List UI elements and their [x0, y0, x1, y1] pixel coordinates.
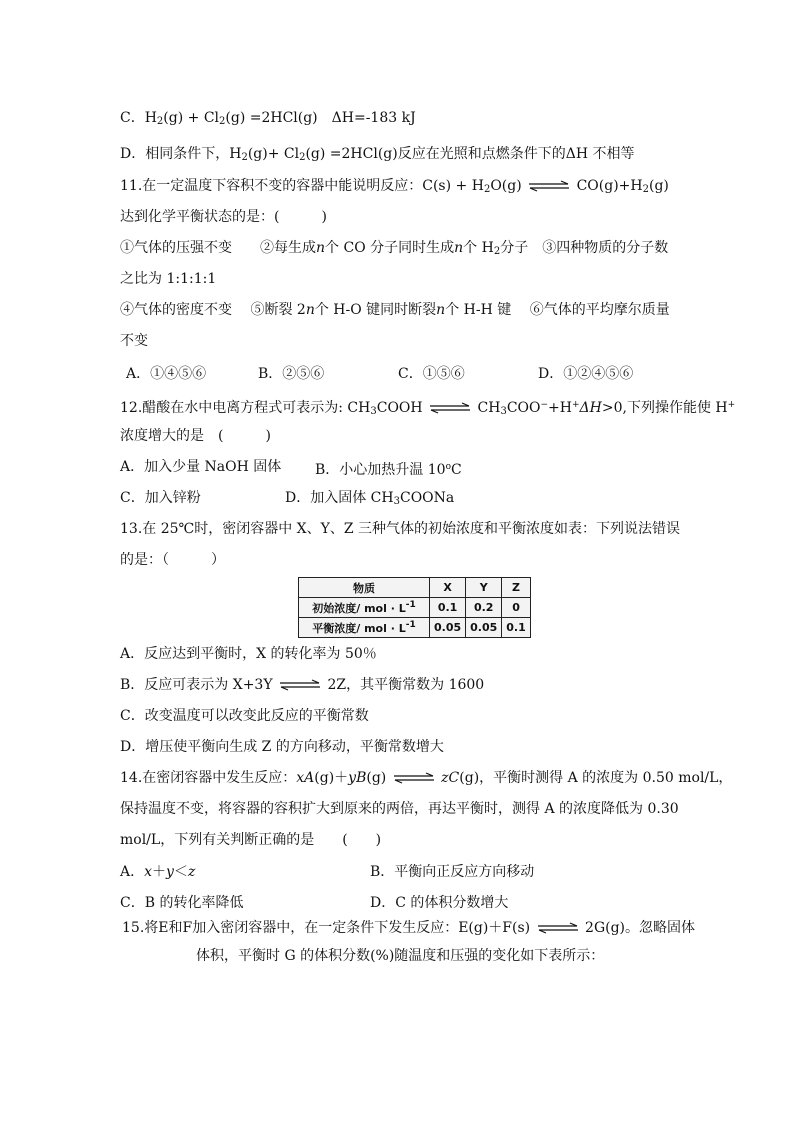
q11-option-d[interactable]: D．①②④⑤⑥: [538, 366, 634, 382]
q14-stem-line3: mol/L，下列有关判断正确的是 ( ): [120, 832, 382, 848]
option-c-prev: C．$H_2(g) + Cl_2(g) =2HCl(g)$ ΔH=-183 kJ: [120, 110, 416, 127]
table-cell: 0.1: [502, 618, 531, 638]
table-cell: 0.2: [466, 598, 502, 618]
q13-option-a[interactable]: A．反应达到平衡时，X 的转化率为 50％: [120, 646, 377, 662]
table-cell: 0: [502, 598, 531, 618]
concentration-table: [298, 577, 531, 638]
equilibrium-arrow-icon: [393, 772, 435, 784]
q13-stem-line2: 的是：（ ）: [120, 552, 225, 568]
q11-option-a[interactable]: A．①④⑤⑥: [126, 366, 207, 382]
table-row-label: 初始浓度/ mol · $L^{-1}$: [299, 598, 430, 618]
q13-option-d[interactable]: D．增压使平衡向生成 Z 的方向移动，平衡常数增大: [120, 739, 444, 755]
q11-stem-line6: 不变: [120, 333, 148, 349]
q13-option-b[interactable]: B．反应可表示为 X+3Y 2Z，其平衡常数为 1600: [120, 677, 485, 693]
equilibrium-arrow-icon: [429, 402, 471, 414]
table-row-label: 平衡浓度/ mol · $L^{-1}$: [299, 618, 430, 638]
q12-option-a[interactable]: A．加入少量 NaOH 固体: [120, 459, 282, 475]
q12-stem-line1: 12.醋酸在水中电离方程式可表示为: $CH_3COOH$ $CH_3COO^-+H^+\Delta H>0$,下列操作能使 H+: [120, 400, 736, 417]
table-header-cell: 物质: [299, 578, 430, 598]
q14-option-b[interactable]: B．平衡向正反应方向移动: [370, 864, 535, 880]
table-row: [299, 618, 531, 638]
q15-stem-line2: 体积，平衡时 G 的体积分数(%)随温度和压强的变化如下表所示：: [196, 948, 605, 964]
q13-stem-line1: 13.在 25℃时，密闭容器中 X、Y、Z 三种气体的初始浓度和平衡浓度如表：下列说法错误: [120, 521, 681, 537]
option-d-prev: D．相同条件下，$H_2(g)+ Cl_2(g) =2HCl(g)$反应在光照和点燃条件下的ΔH 不相等: [120, 146, 635, 163]
q14-option-a[interactable]: A．x＋y＜z: [120, 864, 196, 880]
table-header-cell: Z: [502, 578, 531, 598]
q14-stem-line2: 保持温度不变，将容器的容积扩大到原来的两倍，再达平衡时，测得 A 的浓度降低为 0.30: [120, 801, 679, 817]
q14-option-d[interactable]: D．C 的体积分数增大: [370, 895, 509, 911]
q12-option-d[interactable]: D．加入固体 $CH_3COONa$: [285, 490, 455, 507]
q12-option-c[interactable]: C．加入锌粉: [120, 490, 201, 506]
q11-stem-line4: 之比为 1:1:1:1: [120, 271, 217, 287]
table-cell: 0.05: [466, 618, 502, 638]
q14-option-c[interactable]: C．B 的转化率降低: [120, 895, 244, 911]
table-header-row: [299, 578, 531, 598]
q14-stem-line1: 14.在密闭容器中发生反应：xA(g)＋yB(g) zC(g)，平衡时测得 A 的浓度为 0.50 mol/L，: [120, 770, 733, 786]
q11-stem-line5: ④气体的密度不变 ⑤断裂 2n个 H-O 键同时断裂n个 H-H 键 ⑥气体的平均摩尔质量: [120, 302, 670, 318]
q12-stem-line2: 浓度增大的是 ( ): [120, 428, 271, 444]
q11-option-b[interactable]: B．②⑤⑥: [258, 366, 325, 382]
q12-option-b[interactable]: B．小心加热升温 10$^o$C: [315, 462, 462, 478]
q11-stem-line3: ①气体的压强不变 ②每生成n个 CO 分子同时生成n个 $H_2$分子 ③四种物质的分子数: [120, 240, 669, 257]
q11-option-c[interactable]: C．①⑤⑥: [398, 366, 465, 382]
table-cell: 0.05: [430, 618, 466, 638]
equilibrium-arrow-icon: [528, 180, 570, 192]
table-row: [299, 598, 531, 618]
table-cell: 0.1: [430, 598, 466, 618]
table-header-cell: Y: [466, 578, 502, 598]
equilibrium-arrow-icon: [537, 922, 579, 934]
q11-stem-line1: 11.在一定温度下容积不变的容器中能说明反应：$C(s) + H_2O(g)$ $CO(g)+H_2(g)$: [120, 178, 669, 195]
q11-stem-line2: 达到化学平衡状态的是：( ): [120, 209, 327, 225]
q13-option-c[interactable]: C．改变温度可以改变此反应的平衡常数: [120, 708, 369, 724]
table-header-cell: X: [430, 578, 466, 598]
equilibrium-arrow-icon: [279, 679, 321, 691]
q15-stem-line1: 15.将E和F加入密闭容器中，在一定条件下发生反应：E(g)＋F(s) 2G(g)。忽略固体: [122, 920, 696, 936]
